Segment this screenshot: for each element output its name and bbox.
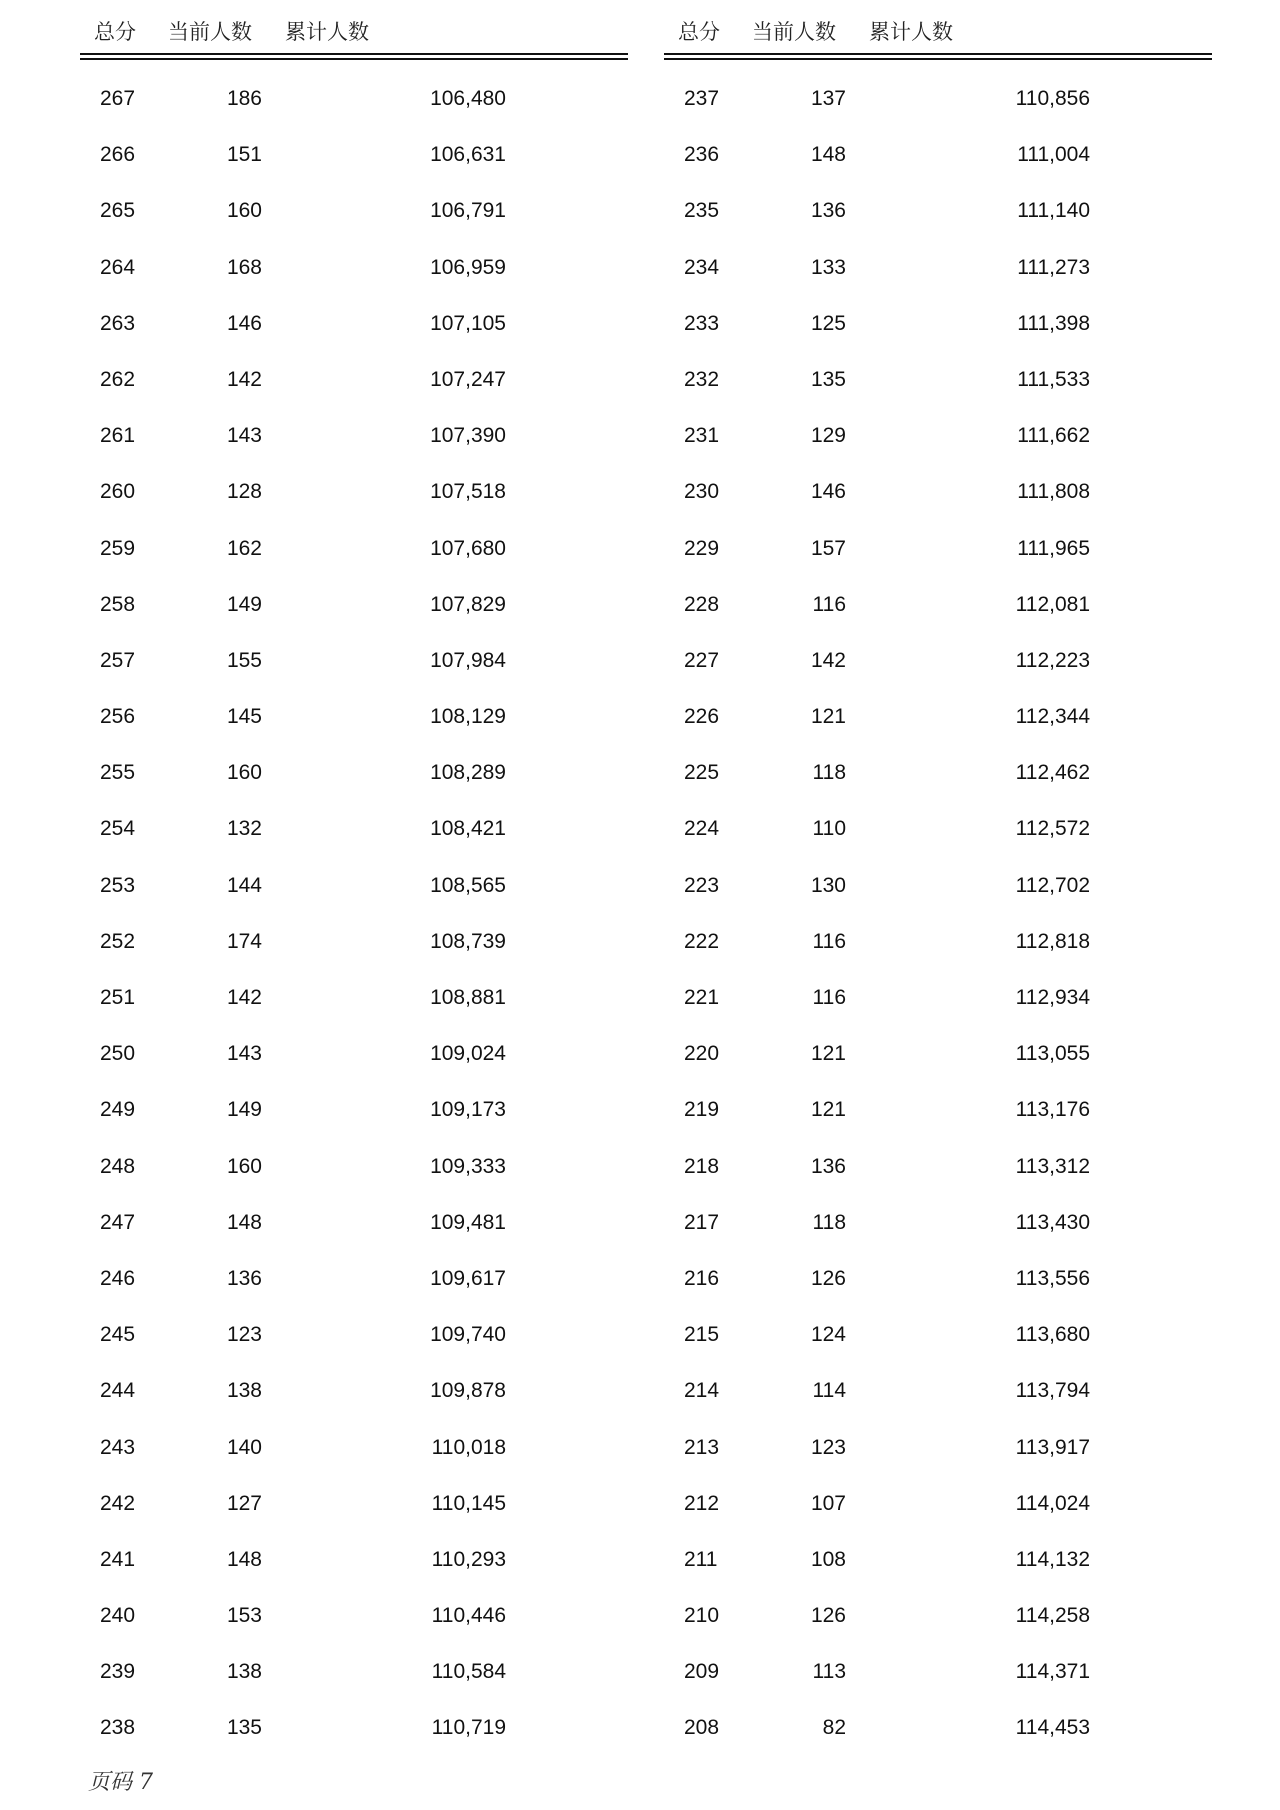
current-count-cell: 113 (812, 1660, 846, 1684)
table-row (664, 298, 1212, 354)
score-cell: 261 (100, 424, 136, 448)
cumulative-count-cell: 107,390 (430, 424, 506, 448)
table-row (80, 1309, 628, 1365)
table-row (80, 1590, 628, 1646)
header-double-rule (664, 53, 1212, 60)
table-row (664, 916, 1212, 972)
current-count-cell: 128 (226, 480, 262, 504)
cumulative-count-cell: 108,289 (430, 761, 506, 785)
table-row (664, 1028, 1212, 1084)
table-body (80, 73, 628, 1759)
cumulative-count-cell: 107,247 (430, 367, 506, 391)
current-count-cell: 174 (226, 929, 262, 953)
current-count-cell: 129 (810, 424, 846, 448)
cumulative-count-cell: 111,808 (1017, 480, 1090, 504)
table-row (80, 185, 628, 241)
current-count-cell: 140 (226, 1435, 262, 1459)
cumulative-count-cell: 108,739 (430, 929, 506, 953)
table-row (664, 1590, 1212, 1646)
table-row (664, 1422, 1212, 1478)
cumulative-count-cell: 107,518 (430, 480, 506, 504)
current-count-cell: 160 (226, 199, 262, 223)
cumulative-count-cell: 111,140 (1017, 199, 1090, 223)
score-cell: 211 (684, 1547, 718, 1571)
score-cell: 254 (100, 817, 136, 841)
score-cell: 255 (100, 761, 136, 785)
table-row (664, 747, 1212, 803)
score-cell: 212 (684, 1491, 720, 1515)
current-count-cell: 145 (226, 705, 262, 729)
table-row (664, 242, 1212, 298)
current-count-cell: 110 (812, 817, 846, 841)
header-current-count: 当前人数 (752, 20, 836, 44)
score-cell: 260 (100, 480, 136, 504)
score-cell: 263 (100, 311, 136, 335)
cumulative-count-cell: 112,344 (1015, 705, 1090, 729)
table-row (80, 579, 628, 635)
score-cell: 239 (100, 1660, 136, 1684)
current-count-cell: 132 (226, 817, 262, 841)
table-row (80, 129, 628, 185)
cumulative-count-cell: 109,481 (430, 1210, 506, 1234)
score-cell: 226 (684, 705, 720, 729)
table-body (664, 73, 1212, 1759)
table-row (80, 916, 628, 972)
score-cell: 237 (684, 87, 720, 110)
cumulative-count-cell: 108,881 (430, 986, 506, 1009)
current-count-cell: 118 (812, 761, 846, 785)
cumulative-count-cell: 110,293 (431, 1547, 506, 1571)
cumulative-count-cell: 109,173 (430, 1098, 506, 1122)
table-row (80, 1422, 628, 1478)
cumulative-count-cell: 106,791 (430, 199, 506, 223)
score-cell: 218 (684, 1154, 720, 1178)
score-cell: 217 (684, 1210, 720, 1234)
current-count-cell: 123 (226, 1323, 262, 1347)
current-count-cell: 135 (226, 1716, 262, 1740)
table-row (80, 972, 628, 1028)
score-cell: 215 (684, 1323, 720, 1347)
score-cell: 252 (100, 929, 136, 953)
current-count-cell: 138 (226, 1379, 262, 1403)
score-cell: 248 (100, 1154, 136, 1178)
table-row (80, 523, 628, 579)
table-row (664, 523, 1212, 579)
current-count-cell: 149 (226, 1098, 262, 1122)
cumulative-count-cell: 112,818 (1015, 929, 1090, 953)
table-row (80, 1141, 628, 1197)
table-row (664, 1309, 1212, 1365)
score-cell: 228 (684, 592, 720, 616)
score-cell: 208 (684, 1716, 720, 1740)
current-count-cell: 149 (226, 592, 262, 616)
score-cell: 238 (100, 1716, 136, 1740)
table-row (664, 691, 1212, 747)
cumulative-count-cell: 109,333 (430, 1154, 506, 1178)
table-row (664, 129, 1212, 185)
score-cell: 250 (100, 1042, 136, 1066)
score-cell: 232 (684, 367, 720, 391)
score-cell: 221 (684, 986, 720, 1009)
cumulative-count-cell: 113,680 (1015, 1323, 1090, 1347)
table-row (80, 803, 628, 859)
cumulative-count-cell: 108,421 (430, 817, 506, 841)
page-number: 页码 7 (88, 1770, 153, 1795)
current-count-cell: 126 (810, 1604, 846, 1628)
score-cell: 229 (684, 536, 720, 560)
table-row (664, 1365, 1212, 1421)
cumulative-count-cell: 109,024 (430, 1042, 506, 1066)
table-row (80, 691, 628, 747)
table-row (80, 73, 628, 129)
table-row (80, 860, 628, 916)
cumulative-count-cell: 111,398 (1017, 311, 1090, 335)
table-row (80, 1534, 628, 1590)
score-cell: 264 (100, 255, 136, 279)
cumulative-count-cell: 107,984 (430, 648, 506, 672)
table-row (664, 1253, 1212, 1309)
header-score: 总分 (678, 20, 720, 44)
score-cell: 262 (100, 367, 136, 391)
score-cell: 234 (684, 255, 720, 279)
cumulative-count-cell: 114,132 (1015, 1547, 1090, 1571)
cumulative-count-cell: 112,223 (1015, 648, 1090, 672)
table-row (80, 1084, 628, 1140)
current-count-cell: 125 (810, 311, 846, 335)
cumulative-count-cell: 110,446 (431, 1604, 506, 1628)
cumulative-count-cell: 111,965 (1017, 536, 1090, 560)
cumulative-count-cell: 107,105 (430, 311, 506, 335)
table-header (80, 10, 628, 50)
score-cell: 222 (684, 929, 720, 953)
table-row (664, 1478, 1212, 1534)
score-cell: 213 (684, 1435, 720, 1459)
table-row (80, 242, 628, 298)
table-row (664, 972, 1212, 1028)
current-count-cell: 118 (812, 1210, 846, 1234)
cumulative-count-cell: 114,258 (1015, 1604, 1090, 1628)
current-count-cell: 160 (226, 1154, 262, 1178)
score-cell: 266 (100, 143, 136, 167)
current-count-cell: 148 (226, 1210, 262, 1234)
current-count-cell: 121 (810, 1098, 846, 1122)
cumulative-count-cell: 110,018 (431, 1435, 506, 1459)
table-row (664, 1197, 1212, 1253)
table-row (80, 298, 628, 354)
table-row (664, 860, 1212, 916)
score-cell: 235 (684, 199, 720, 223)
cumulative-count-cell: 110,584 (431, 1660, 506, 1684)
current-count-cell: 116 (812, 986, 846, 1009)
current-count-cell: 146 (810, 480, 846, 504)
cumulative-count-cell: 113,794 (1015, 1379, 1090, 1403)
cumulative-count-cell: 110,145 (431, 1491, 506, 1515)
score-cell: 225 (684, 761, 720, 785)
current-count-cell: 108 (810, 1547, 846, 1571)
cumulative-count-cell: 108,565 (430, 873, 506, 897)
cumulative-count-cell: 111,273 (1017, 255, 1090, 279)
table-row (80, 410, 628, 466)
current-count-cell: 121 (810, 705, 846, 729)
score-cell: 216 (684, 1266, 720, 1290)
table-row (664, 1702, 1212, 1758)
current-count-cell: 186 (226, 87, 262, 110)
table-header (664, 10, 1212, 50)
table-row (80, 1702, 628, 1758)
score-cell: 219 (684, 1098, 720, 1122)
score-cell: 241 (100, 1547, 136, 1571)
table-row (80, 1028, 628, 1084)
current-count-cell: 124 (810, 1323, 846, 1347)
table-row (664, 579, 1212, 635)
cumulative-count-cell: 109,617 (430, 1266, 506, 1290)
cumulative-count-cell: 112,081 (1015, 592, 1090, 616)
table-row (80, 747, 628, 803)
header-double-rule (80, 53, 628, 60)
score-cell: 210 (684, 1604, 720, 1628)
current-count-cell: 142 (226, 986, 262, 1009)
score-cell: 246 (100, 1266, 136, 1290)
table-row (664, 466, 1212, 522)
current-count-cell: 114 (812, 1379, 846, 1403)
cumulative-count-cell: 112,572 (1015, 817, 1090, 841)
current-count-cell: 136 (226, 1266, 262, 1290)
score-cell: 223 (684, 873, 720, 897)
cumulative-count-cell: 107,829 (430, 592, 506, 616)
table-row (664, 1084, 1212, 1140)
cumulative-count-cell: 111,662 (1017, 424, 1090, 448)
cumulative-count-cell: 114,453 (1015, 1716, 1090, 1740)
cumulative-count-cell: 106,959 (430, 255, 506, 279)
score-cell: 224 (684, 817, 720, 841)
current-count-cell: 130 (810, 873, 846, 897)
table-row (664, 73, 1212, 129)
cumulative-count-cell: 108,129 (430, 705, 506, 729)
score-cell: 243 (100, 1435, 136, 1459)
cumulative-count-cell: 113,176 (1015, 1098, 1090, 1122)
score-cell: 244 (100, 1379, 136, 1403)
table-row (80, 354, 628, 410)
cumulative-count-cell: 113,556 (1015, 1266, 1090, 1290)
current-count-cell: 153 (226, 1604, 262, 1628)
score-cell: 227 (684, 648, 720, 672)
current-count-cell: 107 (810, 1491, 846, 1515)
current-count-cell: 155 (226, 648, 262, 672)
current-count-cell: 168 (226, 255, 262, 279)
current-count-cell: 137 (810, 87, 846, 110)
table-row (664, 635, 1212, 691)
current-count-cell: 126 (810, 1266, 846, 1290)
current-count-cell: 127 (226, 1491, 262, 1515)
current-count-cell: 142 (226, 367, 262, 391)
table-row (664, 803, 1212, 859)
header-current-count: 当前人数 (168, 20, 252, 44)
score-cell: 230 (684, 480, 720, 504)
header-score: 总分 (94, 20, 136, 44)
current-count-cell: 143 (226, 1042, 262, 1066)
current-count-cell: 144 (226, 873, 262, 897)
table-row (664, 410, 1212, 466)
current-count-cell: 116 (812, 929, 846, 953)
score-cell: 247 (100, 1210, 136, 1234)
current-count-cell: 151 (226, 143, 262, 167)
score-cell: 249 (100, 1098, 136, 1122)
table-row (664, 1141, 1212, 1197)
score-cell: 214 (684, 1379, 720, 1403)
cumulative-count-cell: 113,312 (1015, 1154, 1090, 1178)
score-cell: 240 (100, 1604, 136, 1628)
score-cell: 242 (100, 1491, 136, 1515)
score-cell: 267 (100, 87, 136, 110)
current-count-cell: 160 (226, 761, 262, 785)
current-count-cell: 148 (810, 143, 846, 167)
cumulative-count-cell: 113,917 (1015, 1435, 1090, 1459)
table-row (80, 1197, 628, 1253)
table-row (664, 1534, 1212, 1590)
score-cell: 265 (100, 199, 136, 223)
cumulative-count-cell: 109,740 (430, 1323, 506, 1347)
current-count-cell: 157 (810, 536, 846, 560)
score-cell: 233 (684, 311, 720, 335)
table-row (80, 1253, 628, 1309)
current-count-cell: 143 (226, 424, 262, 448)
table-row (664, 1646, 1212, 1702)
cumulative-count-cell: 114,024 (1015, 1491, 1090, 1515)
current-count-cell: 116 (812, 592, 846, 616)
score-cell: 236 (684, 143, 720, 167)
score-cell: 245 (100, 1323, 136, 1347)
current-count-cell: 133 (810, 255, 846, 279)
cumulative-count-cell: 110,856 (1015, 87, 1090, 110)
score-cell: 259 (100, 536, 136, 560)
table-row (80, 1365, 628, 1421)
score-cell: 220 (684, 1042, 720, 1066)
current-count-cell: 136 (810, 1154, 846, 1178)
cumulative-count-cell: 110,719 (431, 1716, 506, 1740)
current-count-cell: 123 (810, 1435, 846, 1459)
table-row (80, 635, 628, 691)
table-row (664, 185, 1212, 241)
cumulative-count-cell: 113,055 (1015, 1042, 1090, 1066)
score-cell: 256 (100, 705, 136, 729)
cumulative-count-cell: 106,631 (430, 143, 506, 167)
score-cell: 209 (684, 1660, 720, 1684)
score-cell: 258 (100, 592, 136, 616)
cumulative-count-cell: 114,371 (1015, 1660, 1090, 1684)
current-count-cell: 82 (822, 1716, 846, 1740)
current-count-cell: 146 (226, 311, 262, 335)
cumulative-count-cell: 112,462 (1015, 761, 1090, 785)
current-count-cell: 162 (226, 536, 262, 560)
cumulative-count-cell: 112,702 (1015, 873, 1090, 897)
cumulative-count-cell: 111,004 (1017, 143, 1090, 167)
table-row (80, 1478, 628, 1534)
current-count-cell: 138 (226, 1660, 262, 1684)
cumulative-count-cell: 111,533 (1017, 367, 1090, 391)
score-cell: 257 (100, 648, 136, 672)
left-table (80, 0, 628, 1790)
cumulative-count-cell: 107,680 (430, 536, 506, 560)
header-cumulative-count: 累计人数 (869, 20, 953, 44)
current-count-cell: 121 (810, 1042, 846, 1066)
cumulative-count-cell: 113,430 (1015, 1210, 1090, 1234)
header-cumulative-count: 累计人数 (285, 20, 369, 44)
cumulative-count-cell: 112,934 (1015, 986, 1090, 1009)
score-cell: 251 (100, 986, 136, 1009)
right-table (664, 0, 1212, 1790)
cumulative-count-cell: 106,480 (430, 87, 506, 110)
score-cell: 253 (100, 873, 136, 897)
current-count-cell: 135 (810, 367, 846, 391)
table-row (80, 1646, 628, 1702)
score-cell: 231 (684, 424, 720, 448)
table-row (664, 354, 1212, 410)
current-count-cell: 142 (810, 648, 846, 672)
current-count-cell: 136 (810, 199, 846, 223)
table-row (80, 466, 628, 522)
cumulative-count-cell: 109,878 (430, 1379, 506, 1403)
current-count-cell: 148 (226, 1547, 262, 1571)
